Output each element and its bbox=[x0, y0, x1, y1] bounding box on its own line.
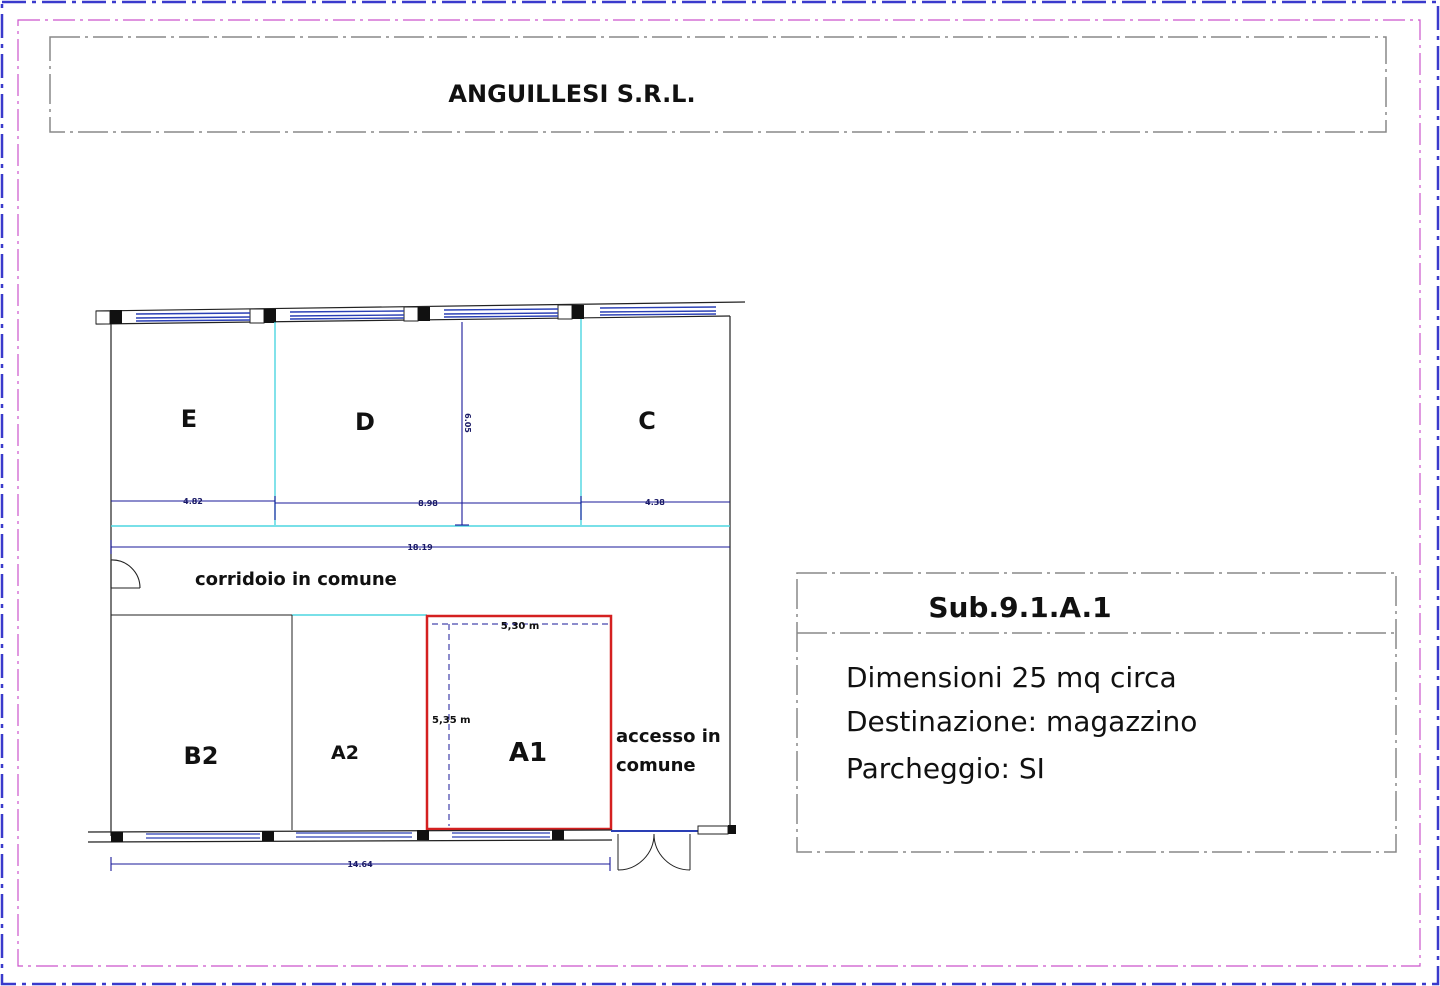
dim-a1-width: 5,30 m bbox=[500, 621, 540, 632]
access-label-line1: accesso in bbox=[616, 726, 721, 747]
access-label-line2: comune bbox=[616, 755, 696, 776]
dim-a1-depth: 5,35 m bbox=[432, 715, 471, 726]
upper-partitions bbox=[111, 319, 730, 526]
info-line-dimensions: Dimensioni 25 mq circa bbox=[846, 661, 1177, 694]
room-label-b2: B2 bbox=[183, 742, 219, 770]
entrance-door bbox=[618, 834, 690, 870]
inner-border bbox=[18, 20, 1420, 966]
dim-e-width: 4.82 bbox=[183, 497, 203, 506]
outer-border bbox=[2, 2, 1438, 984]
dim-d-width: 8.98 bbox=[418, 499, 438, 508]
bottom-windows bbox=[146, 833, 550, 838]
room-label-a2: A2 bbox=[331, 742, 359, 764]
dim-c-width: 4.38 bbox=[645, 498, 665, 507]
room-label-d: D bbox=[355, 408, 375, 436]
upper-dimensions bbox=[111, 322, 730, 554]
dim-bottom-width: 14.64 bbox=[347, 860, 373, 869]
header-box bbox=[50, 37, 1386, 132]
info-line-destination: Destinazione: magazzino bbox=[846, 705, 1198, 738]
corridor-label: corridoio in comune bbox=[195, 569, 397, 590]
bottom-wall bbox=[88, 825, 736, 842]
dim-depth: 6.05 bbox=[463, 413, 472, 433]
room-label-e: E bbox=[180, 405, 198, 433]
dim-total-width: 18.19 bbox=[407, 543, 433, 552]
floor-plan bbox=[88, 302, 745, 871]
corridor-door bbox=[111, 560, 140, 588]
room-label-c: C bbox=[638, 407, 656, 435]
top-wall bbox=[96, 302, 745, 324]
room-label-a1: A1 bbox=[508, 738, 548, 768]
info-line-parking: Parcheggio: SI bbox=[846, 752, 1045, 785]
info-box bbox=[797, 573, 1396, 852]
unit-code: Sub.9.1.A.1 bbox=[928, 591, 1112, 624]
company-title: ANGUILLESI S.R.L. bbox=[448, 80, 696, 108]
